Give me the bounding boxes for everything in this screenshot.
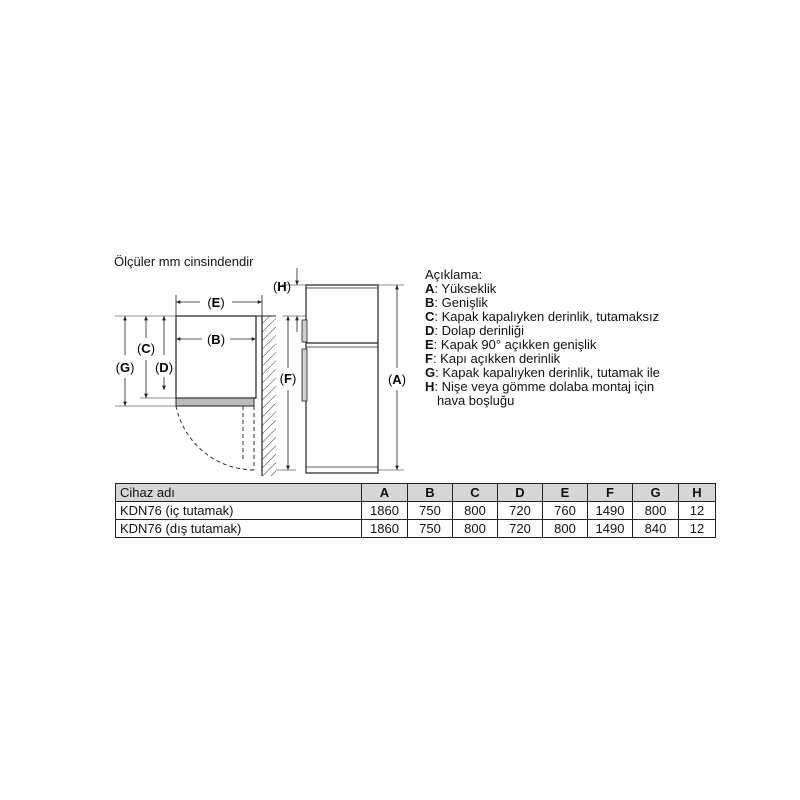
- label-f: F: [284, 371, 292, 386]
- label-d: D: [159, 360, 169, 375]
- header-c: C: [453, 484, 498, 502]
- legend-item: [425, 296, 660, 310]
- svg-text:(B): (B): [206, 332, 226, 347]
- cell-h: 12: [679, 520, 716, 538]
- door-swing: [176, 406, 254, 470]
- cell-a: 1860: [362, 502, 408, 520]
- header-e: E: [543, 484, 588, 502]
- legend-text: : Kapak kapalıyken derinlik, tutamaksız: [434, 309, 660, 324]
- table-header-row: [116, 484, 716, 502]
- cabinet-top: [176, 316, 256, 398]
- cell-b: 750: [408, 520, 453, 538]
- svg-text:(E): (E): [207, 295, 225, 310]
- cell-b: 750: [408, 502, 453, 520]
- door-closed: [176, 398, 254, 406]
- header-h: H: [679, 484, 716, 502]
- header-device-name: Cihaz adı: [116, 484, 362, 502]
- cell-g: 800: [633, 502, 679, 520]
- legend-key: D: [425, 323, 435, 338]
- legend-key: C: [425, 309, 435, 324]
- legend-item: [425, 366, 660, 380]
- legend-item: [425, 310, 660, 324]
- cell-device-name: KDN76 (dış tutamak): [116, 520, 362, 538]
- legend-text: : Kapı açıkken derinlik: [432, 351, 561, 366]
- cell-g: 840: [633, 520, 679, 538]
- label-b: B: [211, 332, 221, 347]
- svg-text:(H): (H): [272, 279, 292, 294]
- cell-f: 1490: [588, 502, 633, 520]
- cell-c: 800: [453, 502, 498, 520]
- dimensions-table: [115, 483, 716, 538]
- top-view: [115, 295, 296, 476]
- label-h: H: [277, 279, 287, 294]
- label-a: A: [392, 372, 402, 387]
- table-row: [116, 502, 716, 520]
- units-note: Ölçüler mm cinsindendir: [114, 254, 254, 269]
- legend-text: : Nişe veya gömme dolaba montaj için: [434, 379, 655, 394]
- legend: [425, 268, 660, 408]
- cell-d: 720: [498, 502, 543, 520]
- legend-text: : Genişlik: [434, 295, 488, 310]
- header-d: D: [498, 484, 543, 502]
- header-b: B: [408, 484, 453, 502]
- legend-text: : Yükseklik: [434, 281, 497, 296]
- legend-key: G: [425, 365, 436, 380]
- legend-text: : Kapak 90° açıkken genişlik: [433, 337, 597, 352]
- legend-key: A: [425, 281, 435, 296]
- fridge-handle: [302, 349, 307, 401]
- legend-item: [425, 338, 660, 352]
- legend-item: [425, 352, 660, 366]
- svg-text:(F): (F): [279, 371, 297, 386]
- cell-device-name: KDN76 (iç tutamak): [116, 502, 362, 520]
- svg-text:(C): (C): [136, 341, 156, 356]
- label-e: E: [211, 295, 221, 310]
- cell-e: 760: [543, 502, 588, 520]
- header-f: F: [588, 484, 633, 502]
- legend-item-continuation: [425, 394, 660, 408]
- table-row: [116, 520, 716, 538]
- cell-f: 1490: [588, 520, 633, 538]
- legend-key: B: [425, 295, 435, 310]
- svg-text:(D): (D): [154, 360, 174, 375]
- label-c: C: [141, 341, 151, 356]
- svg-text:(G): (G): [115, 360, 135, 375]
- header-a: A: [362, 484, 408, 502]
- legend-key: F: [425, 351, 433, 366]
- cell-h: 12: [679, 502, 716, 520]
- cell-c: 800: [453, 520, 498, 538]
- cell-a: 1860: [362, 520, 408, 538]
- legend-item: [425, 324, 660, 338]
- freezer-handle: [302, 320, 307, 342]
- legend-text: hava boşluğu: [437, 393, 515, 408]
- legend-text: : Dolap derinliği: [434, 323, 524, 338]
- legend-item: [425, 282, 660, 296]
- fridge-body: [306, 285, 378, 473]
- cell-e: 800: [543, 520, 588, 538]
- legend-key: H: [425, 379, 435, 394]
- wall-hatch: [262, 316, 276, 476]
- header-g: G: [633, 484, 679, 502]
- legend-title: Açıklama:: [425, 267, 483, 282]
- cell-d: 720: [498, 520, 543, 538]
- legend-item: [425, 380, 660, 394]
- legend-key: E: [425, 337, 434, 352]
- svg-text:(A): (A): [387, 372, 407, 387]
- label-g: G: [119, 360, 131, 375]
- legend-text: : Kapak kapalıyken derinlik, tutamak ile: [435, 365, 660, 380]
